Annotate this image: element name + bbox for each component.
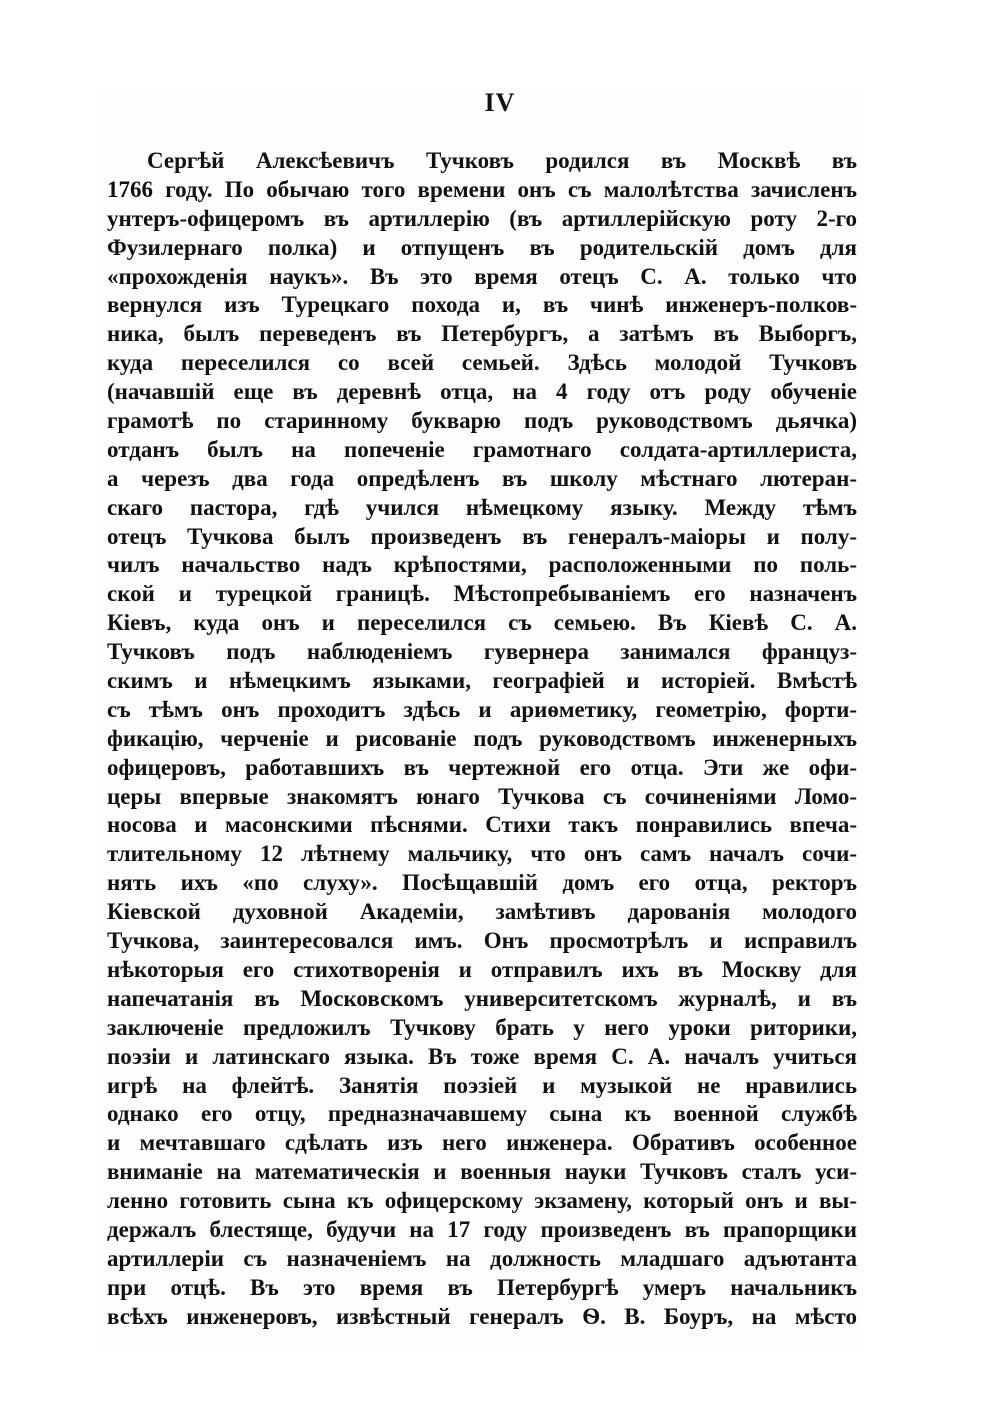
text-line: Тучковъ подъ наблюденіемъ гувернера занимался францyз-: [107, 639, 857, 665]
text-line: скаго пастора, гдѣ учился нѣмецкому языку. Между тѣмъ: [107, 494, 857, 520]
text-line: Тучкова, заинтересовался имъ. Онъ просмотрѣлъ и исправилъ: [107, 928, 857, 954]
text-line: тлительному 12 лѣтнему мальчику, что онъ самъ началъ сочи-: [107, 841, 857, 867]
text-line: нѣкоторыя его стихотворенія и отправилъ ихъ въ Москву для: [107, 956, 857, 982]
text-line: отданъ былъ на попеченіе грамотнаго солдата-артиллериста,: [107, 436, 857, 462]
text-line: ленно готовить сына къ офицерскому экзамену, который онъ и вы-: [107, 1188, 857, 1214]
text-line: напечатанія въ Московскомъ университетскомъ журналѣ, и въ: [107, 985, 857, 1011]
text-line: Сергѣй Алексѣевичъ Тучковъ родился въ Москвѣ въ: [147, 148, 857, 173]
text-line: ника, былъ переведенъ въ Петербургъ, а затѣмъ въ Выборгъ,: [107, 321, 857, 347]
text-line: скимъ и нѣмецкимъ языками, географіей и исторіей. Вмѣстѣ: [107, 668, 857, 694]
text-line: и мечтавшаго сдѣлать изъ него инженера. Обративъ особенное: [107, 1130, 857, 1156]
text-line: однако его отцу, предназначавшему сына къ военной службѣ: [107, 1101, 857, 1127]
text-line: отецъ Тучкова былъ произведенъ въ генералъ-маіоры и полу-: [107, 523, 857, 549]
text-line: Кіевской духовной Академіи, замѣтивъ дарованія молодого: [107, 899, 857, 925]
text-line: грамотѣ по старинному букварю подъ руководствомъ дьячка): [107, 408, 857, 434]
text-line: заключеніе предложилъ Тучкову брать у него уроки риторики,: [107, 1014, 857, 1040]
text-line: фикацію, черченіе и рисованіе подъ руководствомъ инженерныхъ: [107, 725, 857, 751]
text-line: всѣхъ инженеровъ, извѣстный генералъ Ѳ. В. Боуръ, на мѣсто: [107, 1303, 857, 1329]
text-line: носова и масонскими пѣснями. Стихи такъ понравились впеча-: [107, 812, 857, 838]
text-line: унтеръ-офицеромъ въ артиллерію (въ артиллерійскую роту 2-го: [107, 205, 857, 231]
text-line: (начавшій еще въ деревнѣ отца, на 4 году отъ роду обученіе: [107, 379, 857, 405]
text-line: а черезъ два года опредѣленъ въ школу мѣстнаго лютеран-: [107, 465, 857, 491]
text-line: держалъ блестяще, будучи на 17 году произведенъ въ прапорщики: [107, 1216, 857, 1242]
text-line: церы впервые знакомятъ юнаго Тучкова съ сочиненіями Ломо-: [107, 783, 857, 809]
text-line: чилъ начальство надъ крѣпостями, расположенными по поль-: [107, 552, 857, 578]
text-line: поэзіи и латинскаго языка. Въ тоже время С. А. началъ учиться: [107, 1043, 857, 1069]
text-line: артиллеріи съ назначеніемъ на должность младшаго адъютанта: [107, 1245, 857, 1271]
text-line: игрѣ на флейтѣ. Занятія поэзіей и музыкой не нравились: [107, 1072, 857, 1098]
text-line: «прохожденія наукъ». Въ это время отецъ С. А. только что: [107, 263, 857, 289]
text-line: вниманіе на математическія и военныя науки Тучковъ сталъ уси-: [107, 1159, 857, 1185]
body-text: [107, 147, 857, 1332]
text-line: 1766 году. По обычаю того времени онъ съ малолѣтства зачисленъ: [107, 176, 857, 202]
text-line: съ тѣмъ онъ проходитъ здѣсь и ариѳметику, геометрію, форти-: [107, 696, 857, 722]
text-line: вернулся изъ Турецкаго похода и, въ чинѣ инженеръ-полков-: [107, 292, 857, 318]
text-line: Фузилернаго полка) и отпущенъ въ родительскій домъ для: [107, 234, 857, 260]
text-line: куда переселился со всей семьей. Здѣсь молодой Тучковъ: [107, 350, 857, 376]
text-line: при отцѣ. Въ это время въ Петербургѣ умеръ начальникъ: [107, 1274, 857, 1300]
text-line: Кіевъ, куда онъ и переселился съ семьею. Въ Кіевѣ С. А.: [107, 610, 857, 636]
text-line: ской и турецкой границѣ. Мѣстопребываніемъ его назначенъ: [107, 581, 857, 607]
text-line: нять ихъ «по слуху». Посѣщавшій домъ его отца, ректоръ: [107, 870, 857, 896]
text-line: офицеровъ, работавшихъ въ чертежной его отца. Эти же офи-: [107, 754, 857, 780]
page-number: IV: [484, 88, 516, 117]
